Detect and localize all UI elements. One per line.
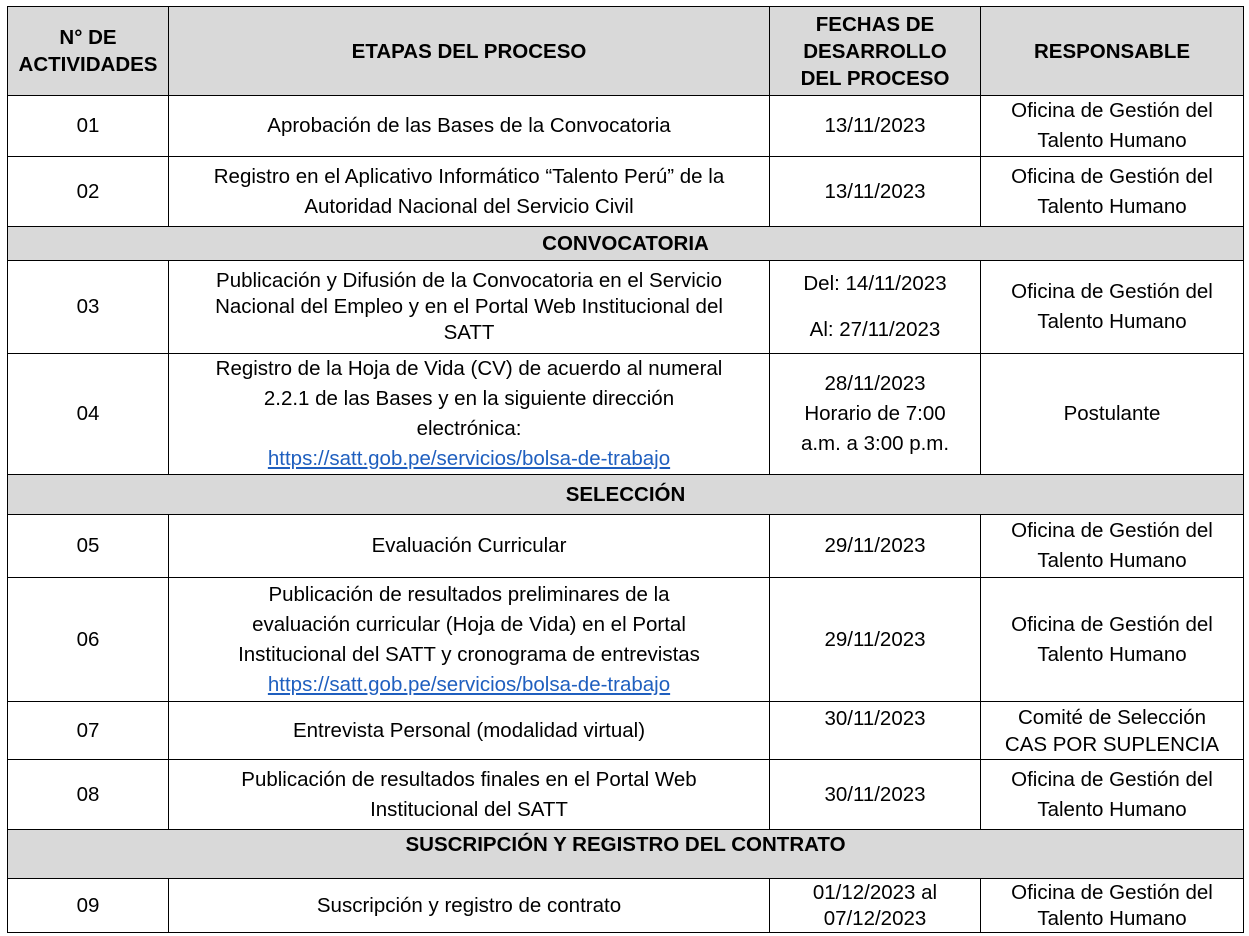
row-responsable: Postulante [981,354,1244,475]
row-num: 08 [8,760,169,830]
row-fecha: 29/11/2023 [770,515,981,578]
table-row [8,96,1244,157]
row-num: 02 [8,157,169,227]
table-row [8,515,1244,578]
row-responsable: Comité de Selección CAS POR SUPLENCIA [981,702,1244,760]
bolsa-de-trabajo-link[interactable]: https://satt.gob.pe/servicios/bolsa-de-trabajo [267,447,671,470]
table-row [8,760,1244,830]
section-row [8,227,1244,261]
row-fecha: Del: 14/11/2023 Al: 27/11/2023 [770,261,981,354]
section-suscripcion: SUSCRIPCIÓN Y REGISTRO DEL CONTRATO [8,830,1244,879]
schedule-table [7,6,1244,933]
row-num: 04 [8,354,169,475]
row-fecha: 13/11/2023 [770,157,981,227]
row-responsable: Oficina de Gestión del Talento Humano [981,515,1244,578]
row-etapa: Publicación de resultados finales en el Portal Web Institucional del SATT [169,760,770,830]
table-row [8,157,1244,227]
bolsa-de-trabajo-link[interactable]: https://satt.gob.pe/servicios/bolsa-de-trabajo [267,672,671,696]
header-num: N° DE ACTIVIDADES [8,7,169,96]
table-row [8,578,1244,702]
row-fecha: 30/11/2023 [770,702,981,760]
row-fecha: 01/12/2023 al 07/12/2023 [770,879,981,933]
row-etapa: Publicación y Difusión de la Convocatoria en el Servicio Nacional del Empleo y en el Portal Web Institucional del SATT [169,261,770,354]
row-responsable: Oficina de Gestión del Talento Humano [981,96,1244,157]
table-row [8,261,1244,354]
row-etapa: Evaluación Curricular [169,515,770,578]
row-num: 05 [8,515,169,578]
table-row [8,702,1244,760]
section-seleccion: SELECCIÓN [8,475,1244,515]
row-responsable: Oficina de Gestión del Talento Humano [981,261,1244,354]
header-fechas: FECHAS DE DESARROLLO DEL PROCESO [770,7,981,96]
row-num: 09 [8,879,169,933]
section-row [8,475,1244,515]
row-fecha: 30/11/2023 [770,760,981,830]
row-responsable: Oficina de Gestión del Talento Humano [981,157,1244,227]
row-fecha: 28/11/2023 Horario de 7:00 a.m. a 3:00 p.m. [770,354,981,475]
row-responsable: Oficina de Gestión del Talento Humano [981,578,1244,702]
row-num: 07 [8,702,169,760]
section-row [8,830,1244,879]
header-row [8,7,1244,96]
section-convocatoria: CONVOCATORIA [8,227,1244,261]
row-responsable: Oficina de Gestión del Talento Humano [981,879,1244,933]
row-fecha: 13/11/2023 [770,96,981,157]
row-etapa: Aprobación de las Bases de la Convocatoria [169,96,770,157]
row-etapa: Entrevista Personal (modalidad virtual) [169,702,770,760]
row-etapa: Suscripción y registro de contrato [169,879,770,933]
row-etapa: Publicación de resultados preliminares de la evaluación curricular (Hoja de Vida) en el Portal Institucional del SATT y cronograma de entrevistas https://satt.gob.pe/servicios/bolsa-de-trabajo [169,578,770,702]
table-row [8,354,1244,475]
table-row [8,879,1244,933]
row-etapa: Registro de la Hoja de Vida (CV) de acuerdo al numeral 2.2.1 de las Bases y en la siguiente dirección electrónica: https://satt.gob.pe/servicios/bolsa-de-trabajo [169,354,770,475]
row-num: 03 [8,261,169,354]
header-responsable: RESPONSABLE [981,7,1244,96]
row-responsable: Oficina de Gestión del Talento Humano [981,760,1244,830]
header-etapas: ETAPAS DEL PROCESO [169,7,770,96]
row-num: 06 [8,578,169,702]
row-fecha: 29/11/2023 [770,578,981,702]
row-etapa: Registro en el Aplicativo Informático “Talento Perú” de la Autoridad Nacional del Servicio Civil [169,157,770,227]
row-num: 01 [8,96,169,157]
